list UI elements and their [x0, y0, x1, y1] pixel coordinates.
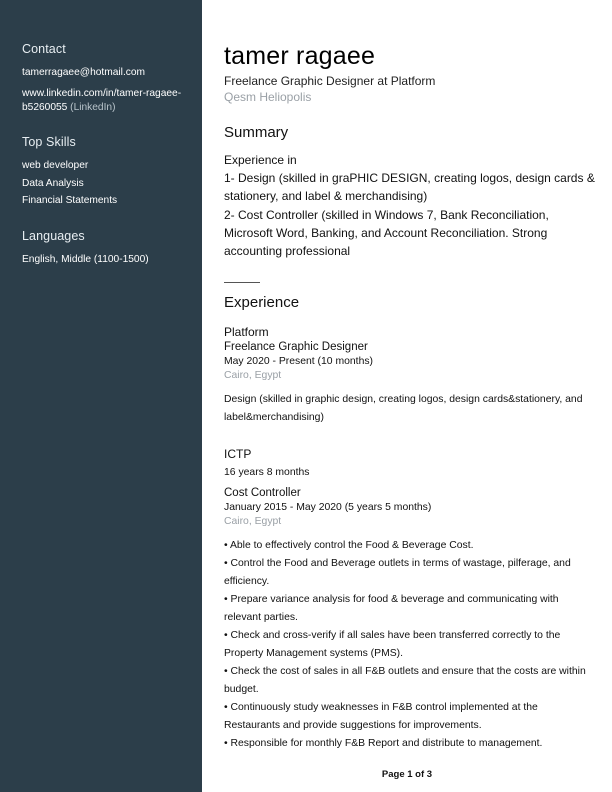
skill-item: Financial Statements	[22, 195, 118, 207]
job-bullet: • Prepare variance analysis for food & beverage and communicating with relevant parties.	[224, 594, 559, 624]
job-company: ICTP	[224, 447, 252, 462]
job-ictp	[224, 446, 596, 753]
job-role: Freelance Graphic Designer	[224, 341, 368, 354]
section-divider	[224, 282, 260, 283]
linkedin-url-line2-wrap	[22, 101, 192, 115]
contact-heading: Contact	[22, 42, 66, 56]
main-content	[224, 41, 596, 753]
profile-name: tamer ragaee	[224, 42, 376, 70]
job-company: Platform	[224, 325, 269, 340]
summary-line: Experience in	[224, 153, 297, 167]
linkedin-tag: (LinkedIn)	[70, 102, 116, 113]
sidebar	[0, 0, 202, 792]
profile-headline: Freelance Graphic Designer at Platform	[224, 74, 436, 88]
linkedin-url-line1: www.linkedin.com/in/tamer-ragaee-	[22, 88, 182, 99]
job-bullet: • Check the cost of sales in all F&B outlets and ensure that the costs are within budget.	[224, 666, 586, 696]
job-description: Design (skilled in graphic design, creating logos, design cards&stationery, and label&merchandising)	[224, 394, 583, 424]
linkedin-url-line2: b5260055	[22, 102, 68, 113]
job-bullet: • Responsible for monthly F&B Report and distribute to management.	[224, 738, 543, 750]
skill-item: web developer	[22, 160, 89, 171]
job-bullet: • Able to effectively control the Food & Beverage Cost.	[224, 540, 474, 552]
job-total-duration: 16 years 8 months	[224, 467, 310, 479]
job-location: Cairo, Egypt	[224, 370, 282, 382]
skill-item: Data Analysis	[22, 177, 84, 189]
profile-location: Qesm Heliopolis	[224, 90, 312, 104]
job-bullets	[224, 537, 596, 753]
summary-title: Summary	[224, 124, 289, 141]
job-dates: May 2020 - Present (10 months)	[224, 356, 374, 368]
job-role: Cost Controller	[224, 487, 301, 500]
language-item: English, Middle (1100-1500)	[22, 253, 149, 265]
page-number: Page 1 of 3	[381, 769, 433, 780]
summary-line: 2- Cost Controller (skilled in Windows 7, Bank Reconciliation, Microsoft Word, Banking, and Account Reconciliation. Strong accounting professional	[224, 207, 549, 259]
linkedin-link[interactable]	[22, 87, 192, 115]
skills-list	[22, 157, 192, 210]
languages-list	[22, 251, 192, 269]
job-dates: January 2015 - May 2020 (5 years 5 months)	[224, 502, 432, 514]
languages-heading: Languages	[22, 228, 85, 243]
job-location: Cairo, Egypt	[224, 516, 282, 528]
job-bullet: • Continuously study weaknesses in F&B control implemented at the Restaurants and provide suggestions for improvements.	[224, 702, 538, 732]
top-skills-heading: Top Skills	[22, 135, 76, 149]
summary-line: 1- Design (skilled in graPHIC DESIGN, creating logos, design cards & stationery, and label & merchandising)	[224, 171, 595, 204]
experience-title: Experience	[224, 294, 300, 312]
job-bullet: • Control the Food and Beverage outlets in terms of wastage, pilferage, and efficiency.	[224, 558, 571, 588]
job-bullet: • Check and cross-verify if all sales have been transferred correctly to the Property Management systems (PMS).	[224, 630, 561, 660]
job-platform	[224, 324, 596, 427]
contact-email[interactable]: tamerragaee@hotmail.com	[22, 67, 146, 78]
summary-body	[224, 151, 596, 260]
